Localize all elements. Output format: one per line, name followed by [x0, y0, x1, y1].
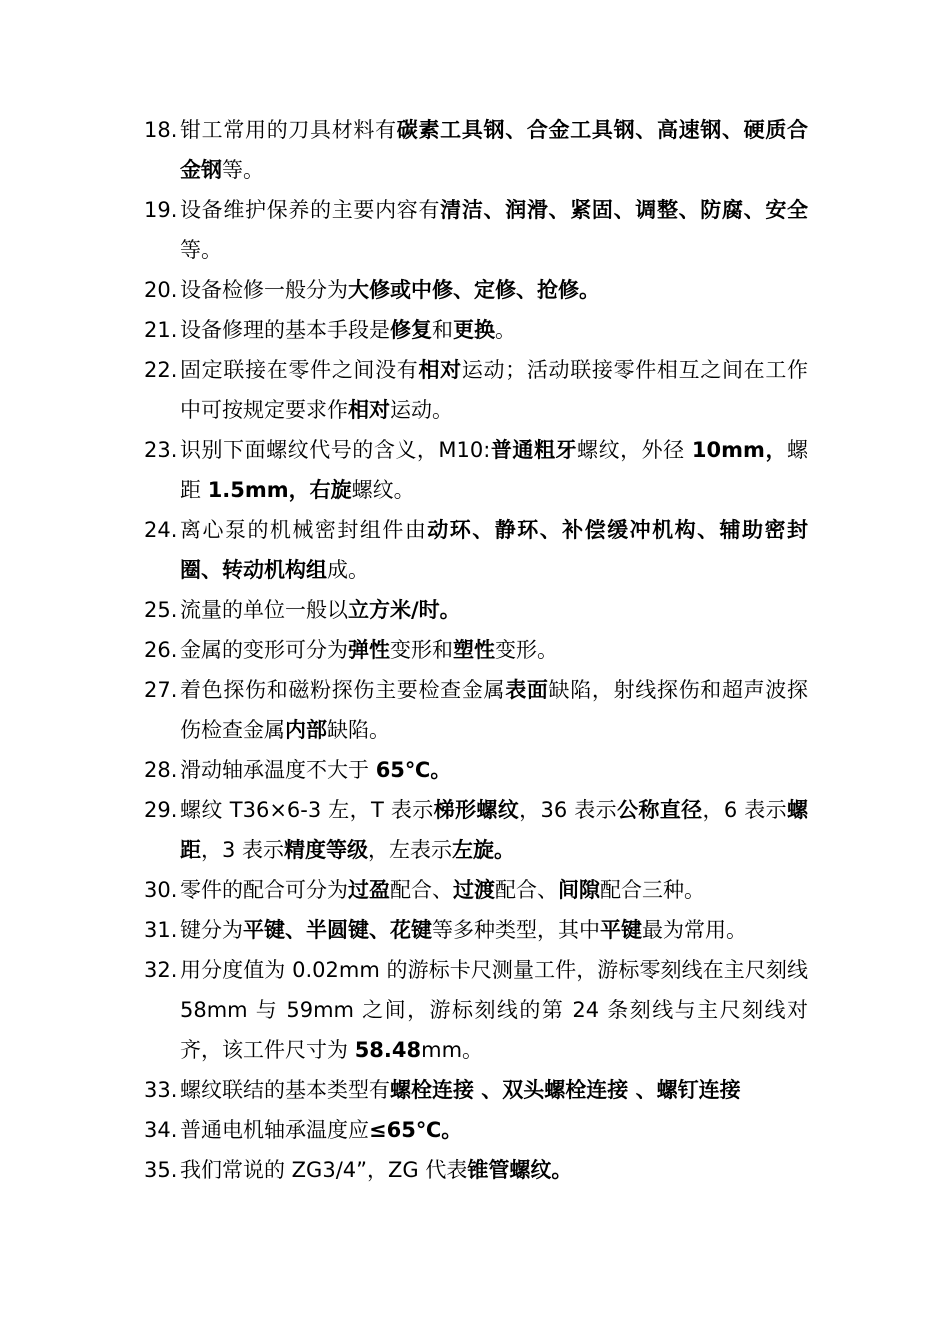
item-text — [180, 918, 747, 942]
question-text: 零件的配合可分为 — [180, 878, 348, 902]
list-item — [0, 350, 808, 430]
question-text: 等。 — [222, 158, 264, 182]
question-text: 滑动轴承温度不大于 — [180, 758, 376, 782]
answer-text: 10mm， — [691, 438, 787, 462]
answer-text: 平键、半圆键、花键 — [243, 918, 432, 942]
question-text: 运动；活动联接零件相互之间在工作中可按规定要求作 — [180, 358, 809, 422]
answer-text: 58.48 — [354, 1038, 422, 1062]
answer-text: 过渡 — [453, 878, 495, 902]
question-text: 着色探伤和磁粉探伤主要检查金属 — [180, 678, 506, 702]
question-text: 等多种类型，其中 — [432, 918, 600, 942]
answer-text: ≤65℃。 — [369, 1118, 463, 1142]
item-text — [180, 358, 808, 422]
item-number: 35. — [144, 1158, 178, 1182]
question-text: 螺纹 T36×6-3 左，T 表示 — [180, 798, 434, 822]
item-text — [180, 1118, 462, 1142]
list-item — [0, 1070, 808, 1110]
question-text: 配合、 — [390, 878, 453, 902]
question-text: 识别下面螺纹代号的含义，M10: — [180, 438, 491, 462]
list-item — [0, 310, 808, 350]
answer-text: 普通粗牙 — [490, 438, 578, 462]
item-text — [180, 958, 808, 1062]
item-number: 26. — [144, 638, 178, 662]
answer-text: 碳素工具钢、合金工具钢、高速钢、硬质合金钢 — [180, 118, 809, 182]
answer-text: 精度等级 — [284, 838, 369, 862]
question-text: 钳工常用的刀具材料有 — [180, 118, 397, 142]
answer-text: 平键 — [600, 918, 642, 942]
item-number: 32. — [144, 958, 178, 982]
answer-text: 更换 — [453, 318, 495, 342]
item-number: 20. — [144, 278, 178, 302]
question-text: 螺纹，外径 — [577, 438, 692, 462]
list-item — [0, 950, 808, 1070]
item-number: 25. — [144, 598, 178, 622]
item-number: 33. — [144, 1078, 178, 1102]
item-number: 23. — [144, 438, 178, 462]
item-text — [180, 878, 705, 902]
item-text — [180, 278, 600, 302]
answer-text: 清洁、润滑、紧固、调整、防腐、安全 — [440, 198, 809, 222]
list-item — [0, 670, 808, 750]
item-text — [180, 638, 558, 662]
question-text: 等。 — [180, 238, 222, 262]
item-number: 28. — [144, 758, 178, 782]
list-item — [0, 190, 808, 270]
answer-text: 塑性 — [453, 638, 495, 662]
item-number: 18. — [144, 118, 178, 142]
item-number: 30. — [144, 878, 178, 902]
answer-text: 公称直径 — [616, 798, 703, 822]
list-item — [0, 1110, 808, 1150]
answer-text: 间隙 — [558, 878, 600, 902]
list-item — [0, 790, 808, 870]
question-text: 设备修理的基本手段是 — [180, 318, 390, 342]
list-item — [0, 110, 808, 190]
question-text: 成。 — [327, 558, 369, 582]
question-list — [0, 110, 950, 1190]
answer-text: 梯形螺纹 — [433, 798, 520, 822]
list-item — [0, 270, 808, 310]
document-page — [0, 110, 950, 1190]
question-text: 最为常用。 — [642, 918, 747, 942]
question-text: 配合、 — [495, 878, 558, 902]
item-number: 22. — [144, 358, 178, 382]
list-item — [0, 910, 808, 950]
item-text — [180, 758, 451, 782]
item-text — [180, 598, 461, 622]
answer-text: 相对 — [418, 358, 462, 382]
answer-text: 左旋。 — [452, 838, 516, 862]
item-text — [180, 798, 808, 862]
question-text: ，左表示 — [368, 838, 453, 862]
question-text: 和 — [432, 318, 453, 342]
answer-text: 1.5mm，右旋 — [207, 478, 352, 502]
list-item — [0, 430, 808, 510]
item-number: 27. — [144, 678, 178, 702]
question-text: 螺距 — [180, 438, 808, 502]
answer-text: 螺栓连接 、双头螺栓连接 、螺钉连接 — [390, 1078, 741, 1102]
item-text — [180, 318, 516, 342]
list-item — [0, 510, 808, 590]
question-text: 缺陷，射线探伤和超声波探伤检查金属 — [180, 678, 809, 742]
list-item — [0, 630, 808, 670]
question-text: ，6 表示 — [702, 798, 787, 822]
answer-text: 动环、静环、补偿缓冲机构、辅助密封圈、转动机构组 — [180, 518, 808, 582]
question-text: 键分为 — [180, 918, 243, 942]
answer-text: 修复 — [390, 318, 432, 342]
answer-text: 相对 — [348, 398, 390, 422]
item-number: 31. — [144, 918, 178, 942]
question-text: 金属的变形可分为 — [180, 638, 348, 662]
answer-text: 大修或中修、定修、抢修。 — [348, 278, 600, 302]
question-text: 缺陷。 — [327, 718, 390, 742]
answer-text: 表面 — [505, 678, 549, 702]
item-text — [180, 438, 808, 502]
answer-text: 螺距 — [180, 798, 808, 862]
question-text: ，3 表示 — [201, 838, 285, 862]
question-text: 设备维护保养的主要内容有 — [180, 198, 441, 222]
item-text — [180, 518, 808, 582]
question-text: 螺纹联结的基本类型有 — [180, 1078, 390, 1102]
question-text: 配合三种。 — [600, 878, 705, 902]
answer-text: 65℃。 — [375, 758, 452, 782]
question-text: ，36 表示 — [519, 798, 617, 822]
answer-text: 过盈 — [348, 878, 390, 902]
item-number: 21. — [144, 318, 178, 342]
question-text: 变形和 — [390, 638, 453, 662]
list-item — [0, 870, 808, 910]
question-text: 我们常说的 ZG3/4”，ZG 代表 — [180, 1158, 468, 1182]
answer-text: 立方米/时。 — [348, 598, 461, 622]
question-text: mm。 — [421, 1038, 484, 1062]
question-text: 螺纹。 — [351, 478, 415, 502]
answer-text: 弹性 — [348, 638, 390, 662]
question-text: 用分度值为 0.02mm 的游标卡尺测量工件，游标零刻线在主尺刻线 58mm 与 59mm 之间，游标刻线的第 24 条刻线与主尺刻线对齐，该工件尺寸为 — [180, 958, 808, 1062]
item-text — [180, 1158, 572, 1182]
item-number: 29. — [144, 798, 178, 822]
question-text: 普通电机轴承温度应 — [180, 1118, 369, 1142]
item-number: 19. — [144, 198, 178, 222]
answer-text: 内部 — [285, 718, 327, 742]
item-number: 24. — [144, 518, 178, 542]
item-text — [180, 198, 808, 262]
question-text: 流量的单位一般以 — [180, 598, 348, 622]
answer-text: 锥管螺纹。 — [467, 1158, 573, 1182]
question-text: 固定联接在零件之间没有 — [180, 358, 419, 382]
list-item — [0, 1150, 808, 1190]
question-text: 设备检修一般分为 — [180, 278, 348, 302]
list-item — [0, 590, 808, 630]
item-text — [180, 118, 808, 182]
item-text — [180, 678, 808, 742]
item-text — [180, 1078, 741, 1102]
item-number: 34. — [144, 1118, 178, 1142]
question-text: 。 — [495, 318, 516, 342]
question-text: 离心泵的机械密封组件由 — [180, 518, 428, 542]
question-text: 变形。 — [495, 638, 558, 662]
list-item — [0, 750, 808, 790]
question-text: 运动。 — [390, 398, 453, 422]
